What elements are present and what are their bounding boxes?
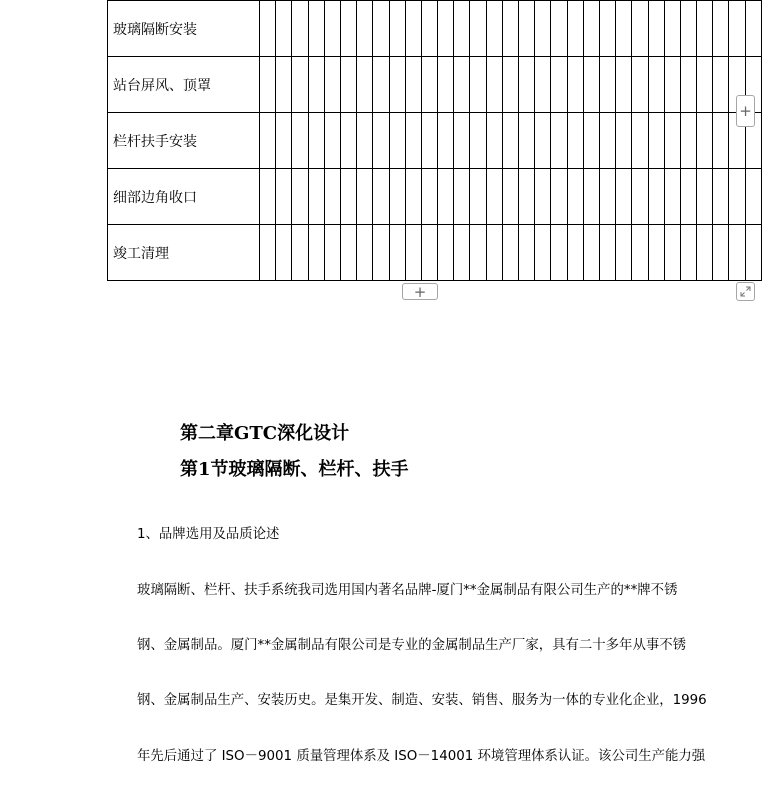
timeline-cell[interactable] — [324, 169, 340, 225]
timeline-cell[interactable] — [421, 225, 437, 281]
timeline-cell[interactable] — [664, 1, 680, 57]
timeline-cell[interactable] — [292, 1, 308, 57]
timeline-cell[interactable] — [308, 113, 324, 169]
timeline-cell[interactable] — [697, 225, 713, 281]
timeline-cell[interactable] — [486, 113, 502, 169]
task-label[interactable]: 细部边角收口 — [108, 169, 260, 225]
timeline-cell[interactable] — [648, 113, 664, 169]
timeline-cell[interactable] — [616, 57, 632, 113]
timeline-cell[interactable] — [713, 225, 729, 281]
timeline-cell[interactable] — [632, 57, 648, 113]
timeline-cell[interactable] — [745, 225, 761, 281]
timeline-cell[interactable] — [324, 225, 340, 281]
timeline-cell[interactable] — [502, 225, 518, 281]
timeline-cell[interactable] — [260, 1, 276, 57]
task-label[interactable]: 竣工清理 — [108, 225, 260, 281]
timeline-cell[interactable] — [632, 169, 648, 225]
timeline-cell[interactable] — [583, 225, 599, 281]
timeline-cell[interactable] — [616, 113, 632, 169]
timeline-cell[interactable] — [470, 113, 486, 169]
timeline-cell[interactable] — [551, 57, 567, 113]
timeline-cell[interactable] — [567, 113, 583, 169]
timeline-cell[interactable] — [389, 225, 405, 281]
body-line: 玻璃隔断、栏杆、扶手系统我司选用国内著名品牌-厦门**金属制品有限公司生产的**牌不锈 — [137, 583, 678, 598]
timeline-cell[interactable] — [292, 225, 308, 281]
timeline-cell[interactable] — [697, 57, 713, 113]
timeline-cell[interactable] — [389, 169, 405, 225]
timeline-cell[interactable] — [421, 57, 437, 113]
timeline-cell[interactable] — [632, 225, 648, 281]
timeline-cell[interactable] — [745, 1, 761, 57]
timeline-cell[interactable] — [697, 169, 713, 225]
timeline-cell[interactable] — [454, 169, 470, 225]
timeline-cell[interactable] — [599, 1, 615, 57]
timeline-cell[interactable] — [632, 1, 648, 57]
task-label[interactable]: 玻璃隔断安装 — [108, 1, 260, 57]
timeline-cell[interactable] — [421, 169, 437, 225]
timeline-cell[interactable] — [680, 57, 696, 113]
task-label[interactable]: 站台屏风、顶罩 — [108, 57, 260, 113]
schedule-table — [107, 0, 762, 281]
timeline-cell[interactable] — [551, 1, 567, 57]
timeline-cell[interactable] — [713, 169, 729, 225]
timeline-cell[interactable] — [470, 225, 486, 281]
timeline-cell[interactable] — [470, 1, 486, 57]
timeline-cell[interactable] — [292, 113, 308, 169]
timeline-cell[interactable] — [340, 169, 356, 225]
timeline-cell[interactable] — [616, 1, 632, 57]
timeline-cell[interactable] — [260, 57, 276, 113]
timeline-cell[interactable] — [340, 225, 356, 281]
timeline-cell[interactable] — [567, 57, 583, 113]
timeline-cell[interactable] — [519, 113, 535, 169]
timeline-cell[interactable] — [648, 225, 664, 281]
timeline-cell[interactable] — [519, 1, 535, 57]
timeline-cell[interactable] — [276, 113, 292, 169]
timeline-cell[interactable] — [535, 1, 551, 57]
timeline-cell[interactable] — [324, 57, 340, 113]
timeline-cell[interactable] — [486, 169, 502, 225]
timeline-cell[interactable] — [729, 169, 745, 225]
timeline-cell[interactable] — [308, 1, 324, 57]
timeline-cell[interactable] — [729, 1, 745, 57]
timeline-cell[interactable] — [599, 113, 615, 169]
timeline-cell[interactable] — [486, 57, 502, 113]
timeline-cell[interactable] — [713, 1, 729, 57]
timeline-cell[interactable] — [648, 169, 664, 225]
timeline-cell[interactable] — [486, 1, 502, 57]
timeline-cell[interactable] — [405, 57, 421, 113]
timeline-cell[interactable] — [664, 225, 680, 281]
item-heading: 1、品牌选用及品质论述 — [137, 527, 280, 542]
timeline-cell[interactable] — [519, 169, 535, 225]
timeline-cell[interactable] — [583, 169, 599, 225]
timeline-cell[interactable] — [308, 225, 324, 281]
chapter-title: 第二章GTC深化设计 — [180, 423, 350, 444]
timeline-cell[interactable] — [260, 169, 276, 225]
timeline-cell[interactable] — [308, 57, 324, 113]
section-title: 第1节玻璃隔断、栏杆、扶手 — [180, 459, 409, 480]
timeline-cell[interactable] — [405, 225, 421, 281]
timeline-cell[interactable] — [664, 169, 680, 225]
timeline-cell[interactable] — [713, 113, 729, 169]
timeline-cell[interactable] — [745, 169, 761, 225]
timeline-cell[interactable] — [583, 113, 599, 169]
timeline-cell[interactable] — [697, 1, 713, 57]
timeline-cell[interactable] — [340, 113, 356, 169]
timeline-cell[interactable] — [340, 57, 356, 113]
timeline-cell[interactable] — [648, 1, 664, 57]
timeline-cell[interactable] — [616, 225, 632, 281]
timeline-cell[interactable] — [324, 113, 340, 169]
timeline-cell[interactable] — [535, 225, 551, 281]
timeline-cell[interactable] — [357, 57, 373, 113]
timeline-cell[interactable] — [664, 113, 680, 169]
timeline-cell[interactable] — [486, 225, 502, 281]
timeline-cell[interactable] — [373, 113, 389, 169]
timeline-cell[interactable] — [405, 169, 421, 225]
timeline-cell[interactable] — [276, 1, 292, 57]
body-line: 年先后通过了 ISO－9001 质量管理体系及 ISO－14001 环境管理体系认证。该公司生产能力强 — [137, 749, 706, 764]
timeline-cell[interactable] — [357, 225, 373, 281]
timeline-cell[interactable] — [697, 113, 713, 169]
timeline-cell[interactable] — [276, 169, 292, 225]
timeline-cell[interactable] — [470, 57, 486, 113]
body-line: 钢、金属制品生产、安装历史。是集开发、制造、安装、销售、服务为一体的专业化企业，1996 — [137, 693, 707, 708]
timeline-cell[interactable] — [357, 1, 373, 57]
timeline-cell[interactable] — [438, 225, 454, 281]
task-label[interactable]: 栏杆扶手安装 — [108, 113, 260, 169]
timeline-cell[interactable] — [260, 225, 276, 281]
timeline-cell[interactable] — [357, 113, 373, 169]
timeline-cell[interactable] — [438, 113, 454, 169]
timeline-cell[interactable] — [551, 169, 567, 225]
add-row-button[interactable]: + — [402, 283, 438, 300]
timeline-cell[interactable] — [421, 1, 437, 57]
schedule-row — [108, 169, 762, 225]
timeline-cell[interactable] — [551, 225, 567, 281]
timeline-cell[interactable] — [519, 57, 535, 113]
timeline-cell[interactable] — [454, 1, 470, 57]
timeline-cell[interactable] — [567, 225, 583, 281]
timeline-cell[interactable] — [292, 57, 308, 113]
timeline-cell[interactable] — [340, 1, 356, 57]
timeline-cell[interactable] — [373, 225, 389, 281]
schedule-row — [108, 1, 762, 57]
timeline-cell[interactable] — [680, 169, 696, 225]
timeline-cell[interactable] — [260, 113, 276, 169]
timeline-cell[interactable] — [438, 57, 454, 113]
schedule-row — [108, 57, 762, 113]
timeline-cell[interactable] — [357, 169, 373, 225]
timeline-cell[interactable] — [276, 225, 292, 281]
resize-icon — [737, 283, 754, 300]
timeline-cell[interactable] — [405, 1, 421, 57]
timeline-cell[interactable] — [502, 169, 518, 225]
timeline-cell[interactable] — [324, 1, 340, 57]
timeline-cell[interactable] — [664, 57, 680, 113]
timeline-cell[interactable] — [680, 1, 696, 57]
timeline-cell[interactable] — [405, 113, 421, 169]
timeline-cell[interactable] — [632, 113, 648, 169]
timeline-cell[interactable] — [616, 169, 632, 225]
timeline-cell[interactable] — [599, 169, 615, 225]
timeline-cell[interactable] — [373, 57, 389, 113]
timeline-cell[interactable] — [308, 169, 324, 225]
timeline-cell[interactable] — [583, 1, 599, 57]
timeline-cell[interactable] — [389, 113, 405, 169]
timeline-cell[interactable] — [599, 57, 615, 113]
timeline-cell[interactable] — [713, 57, 729, 113]
timeline-cell[interactable] — [567, 169, 583, 225]
timeline-cell[interactable] — [729, 225, 745, 281]
timeline-cell[interactable] — [648, 57, 664, 113]
timeline-cell[interactable] — [454, 225, 470, 281]
timeline-cell[interactable] — [454, 57, 470, 113]
timeline-cell[interactable] — [567, 1, 583, 57]
timeline-cell[interactable] — [680, 113, 696, 169]
schedule-row — [108, 113, 762, 169]
timeline-cell[interactable] — [680, 225, 696, 281]
timeline-cell[interactable] — [373, 169, 389, 225]
timeline-cell[interactable] — [389, 57, 405, 113]
timeline-cell[interactable] — [438, 169, 454, 225]
timeline-cell[interactable] — [438, 1, 454, 57]
body-line: 钢、金属制品。厦门**金属制品有限公司是专业的金属制品生产厂家，具有二十多年从事不锈 — [137, 638, 687, 653]
timeline-cell[interactable] — [470, 169, 486, 225]
timeline-cell[interactable] — [519, 225, 535, 281]
timeline-cell[interactable] — [502, 113, 518, 169]
timeline-cell[interactable] — [373, 1, 389, 57]
table-resize-handle[interactable] — [736, 282, 755, 301]
timeline-cell[interactable] — [389, 1, 405, 57]
timeline-cell[interactable] — [583, 57, 599, 113]
timeline-cell[interactable] — [421, 113, 437, 169]
timeline-cell[interactable] — [599, 225, 615, 281]
timeline-cell[interactable] — [454, 113, 470, 169]
timeline-cell[interactable] — [292, 169, 308, 225]
timeline-cell[interactable] — [276, 57, 292, 113]
schedule-row — [108, 225, 762, 281]
timeline-cell[interactable] — [535, 57, 551, 113]
timeline-cell[interactable] — [535, 169, 551, 225]
add-column-button[interactable]: + — [736, 95, 755, 127]
timeline-cell[interactable] — [502, 1, 518, 57]
timeline-cell[interactable] — [502, 57, 518, 113]
timeline-cell[interactable] — [535, 113, 551, 169]
timeline-cell[interactable] — [551, 113, 567, 169]
